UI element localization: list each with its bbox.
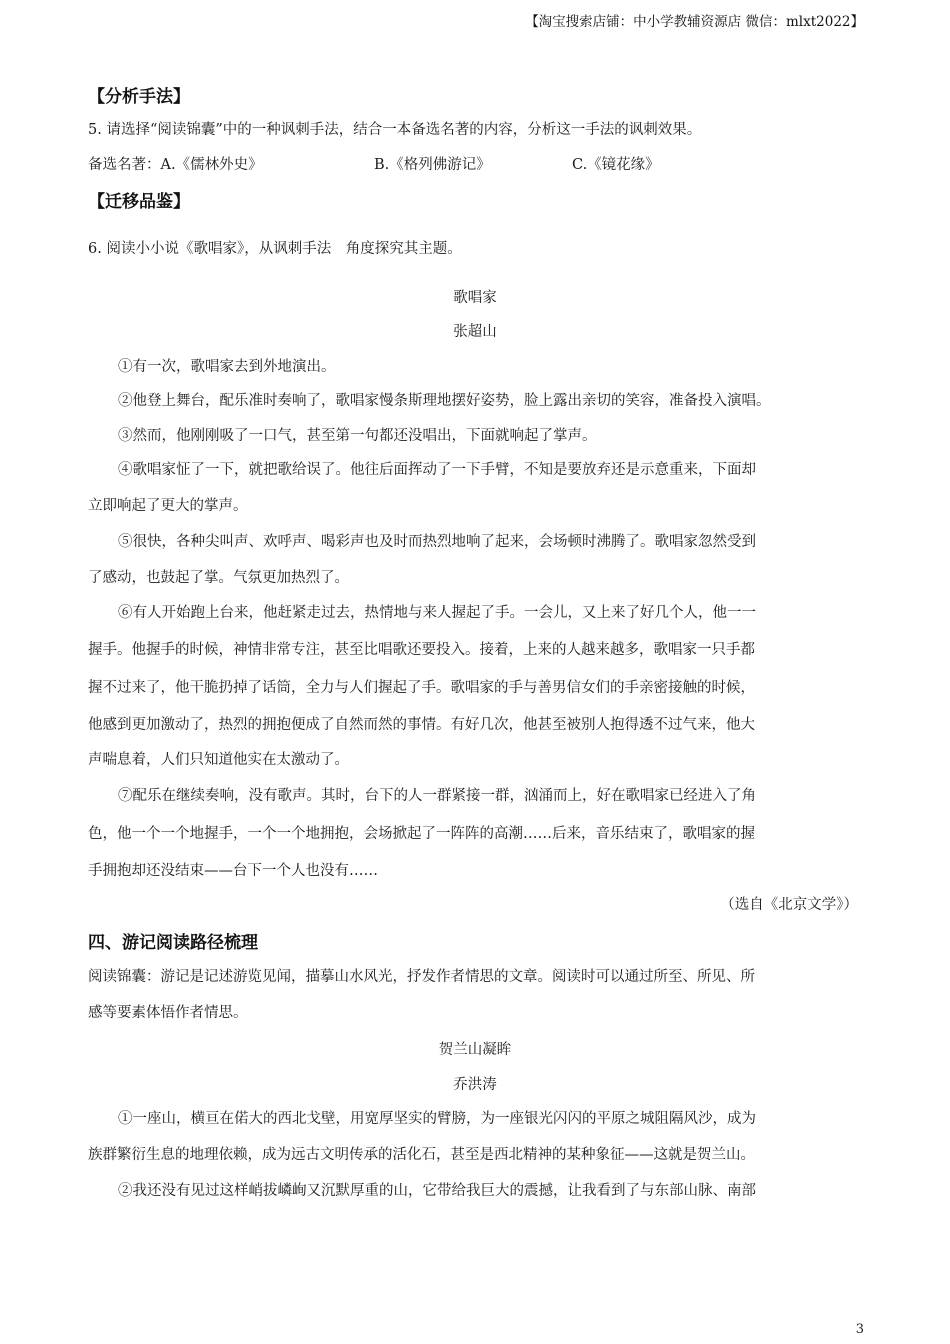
story-paragraph-line: ⑥有人开始跑上台来，他赶紧走过去，热情地与来人握起了手。一会儿，又上来了好几个人，他一一 [118,605,756,621]
story-paragraph-line: 手拥抱却还没结束——台下一个人也没有…… [88,863,378,879]
essay-paragraph-line: ①一座山，横亘在偌大的西北戈壁，用宽厚坚实的臂膀，为一座银光闪闪的平原之城阻隔风沙，成为 [118,1111,756,1127]
story-paragraph-line: 握不过来了，他干脆扔掉了话筒，全力与人们握起了手。歌唱家的手与善男信女们的手亲密接触的时候， [88,680,755,696]
story-paragraph-line: 声喘息着，人们只知道他实在太激动了。 [88,752,349,768]
reading-tip-line: 阅读锦囊：游记是记述游览见闻，描摹山水风光，抒发作者情思的文章。阅读时可以通过所至、所见、所 [88,969,755,985]
options-prefix: 备选名著： [88,157,161,173]
story-paragraph-line: ⑤很快，各种尖叫声、欢呼声、喝彩声也及时而热烈地响了起来，会场顿时沸腾了。歌唱家忽然受到 [118,534,756,550]
story-paragraph-line: 色，他一个一个地握手，一个一个地拥抱，会场掀起了一阵阵的高潮……后来，音乐结束了，歌唱家的握 [88,826,755,842]
section-heading-4: 四、游记阅读路径梳理 [88,933,258,953]
story-source: （选自《北京文学》） [720,897,858,913]
page-number: 3 [855,1322,864,1337]
question-5: 5. 请选择“阅读锦囊”中的一种讽刺手法，结合一本备选名著的内容，分析这一手法的讽刺效果。 [88,122,702,138]
story-paragraph-line: ①有一次，歌唱家去到外地演出。 [118,359,336,375]
page-header: 【淘宝搜索店铺：中小学教辅资源店 微信：mlxt2022】 [525,14,864,30]
story-paragraph-line: ②他登上舞台，配乐准时奏响了，歌唱家慢条斯理地摆好姿势，脸上露出亲切的笑容，准备投入演唱。 [118,393,771,409]
story-title: 歌唱家 [453,290,497,306]
option-a: A.《儒林外史》 [160,157,263,173]
option-c: C.《镜花缘》 [572,157,660,173]
essay-title: 贺兰山凝眸 [438,1042,512,1058]
story-paragraph-line: 了感动，也鼓起了掌。气氛更加热烈了。 [88,570,349,586]
option-b: B.《格列佛游记》 [374,157,491,173]
story-paragraph-line: 立即响起了更大的掌声。 [88,498,248,514]
question-5-options [88,153,660,174]
section-heading-transfer: 【迁移品鉴】 [88,192,190,212]
essay-author: 乔洪涛 [453,1077,497,1093]
story-paragraph-line: ③然而，他刚刚吸了一口气，甚至第一句都还没唱出，下面就响起了掌声。 [118,428,597,444]
story-paragraph-line: ④歌唱家怔了一下，就把歌给误了。他往后面挥动了一下手臂，不知是要放弃还是示意重来，下面却 [118,462,756,478]
section-heading-analysis: 【分析手法】 [88,87,190,107]
question-6: 6. 阅读小小说《歌唱家》，从讽刺手法 角度探究其主题。 [88,241,462,257]
story-author: 张超山 [453,324,497,340]
story-paragraph-line: 握手。他握手的时候，神情非常专注，甚至比唱歌还要投入。接着，上来的人越来越多，歌唱家一只手都 [88,642,755,658]
story-paragraph-line: 他感到更加激动了，热烈的拥抱便成了自然而然的事情。有好几次，他甚至被别人抱得透不过气来，他大 [88,717,755,733]
story-paragraph-line: ⑦配乐在继续奏响，没有歌声。其时，台下的人一群紧接一群，汹涌而上，好在歌唱家已经进入了角 [118,788,756,804]
essay-paragraph-line: ②我还没有见过这样峭拔嶙峋又沉默厚重的山，它带给我巨大的震撼，让我看到了与东部山脉、南部 [118,1183,756,1199]
reading-tip-line: 感等要素体悟作者情思。 [88,1005,248,1021]
essay-paragraph-line: 族群繁衍生息的地理依赖，成为远古文明传承的活化石，甚至是西北精神的某种象征——这就是贺兰山。 [88,1147,755,1163]
